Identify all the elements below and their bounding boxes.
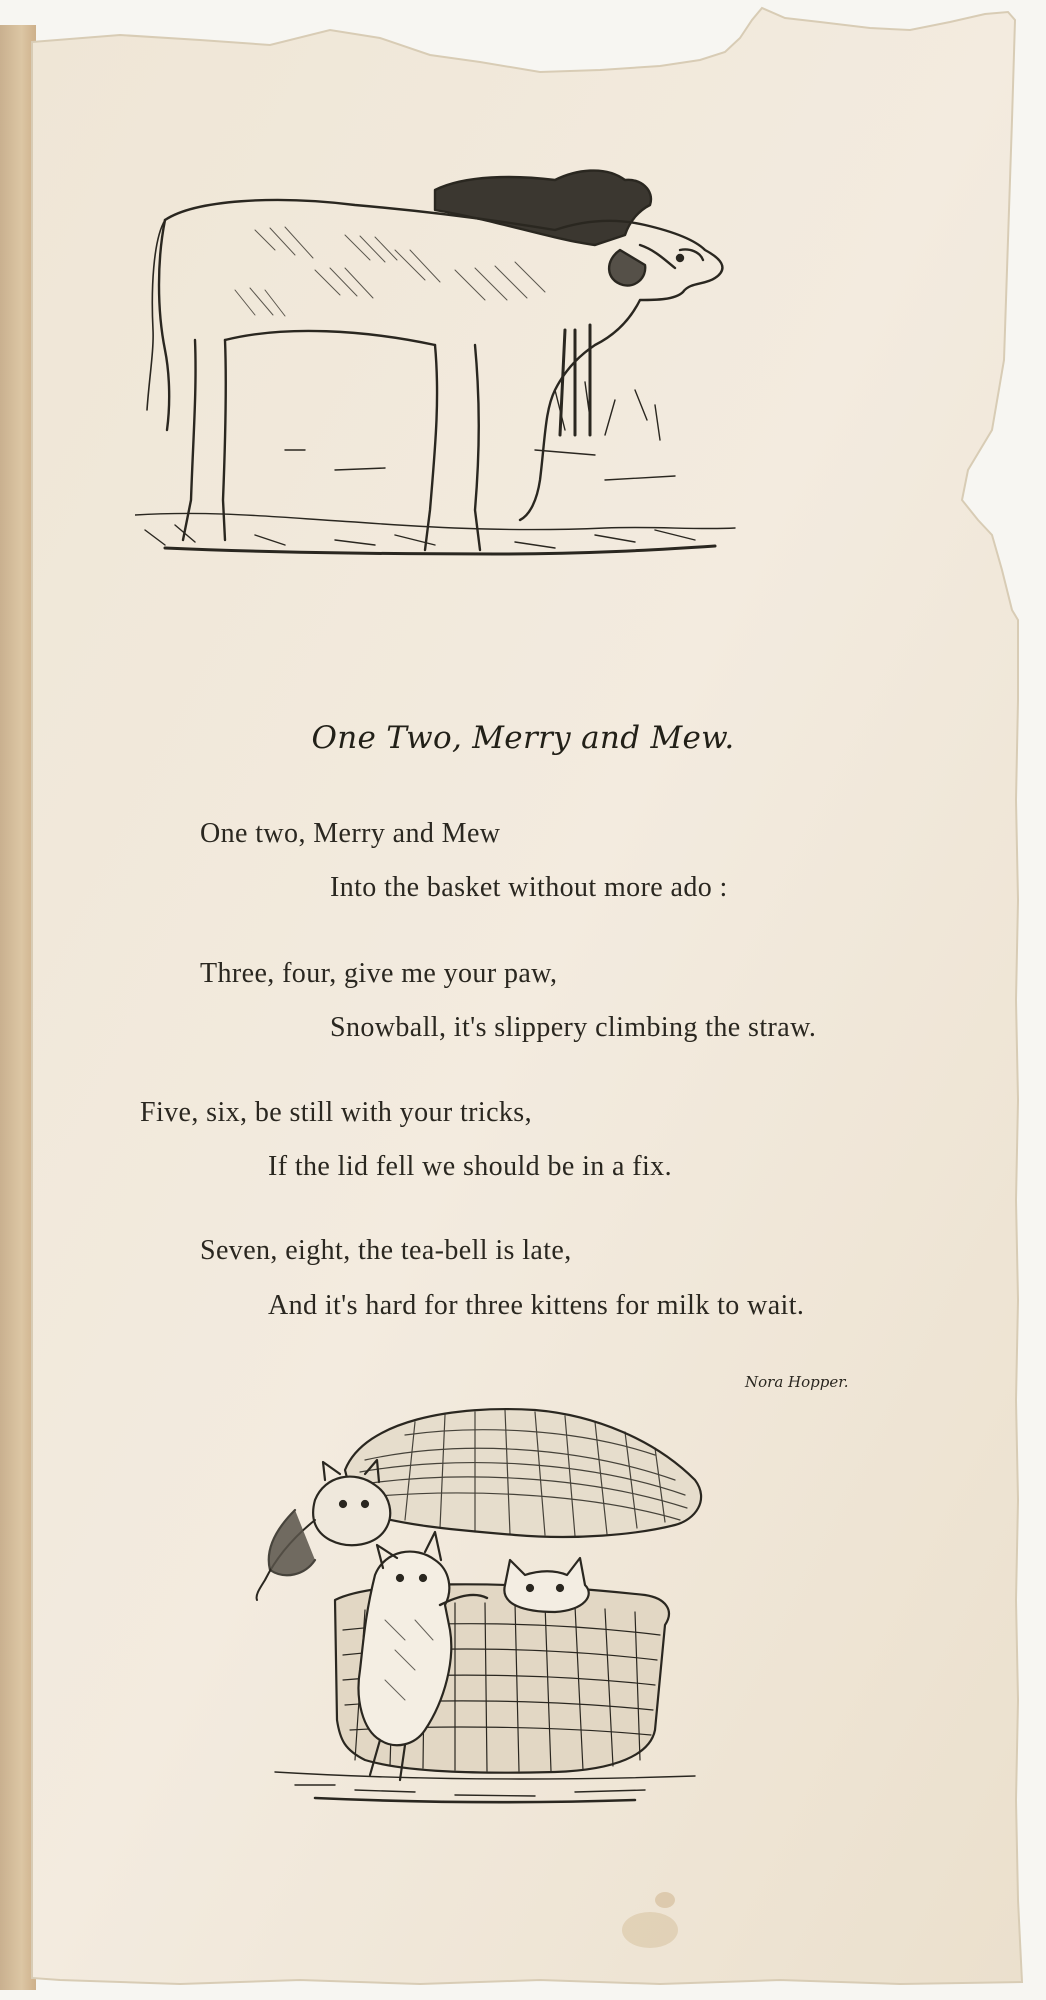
stanza-3-line-2: If the lid fell we should be in a fix. bbox=[268, 1151, 672, 1182]
poem-title: One Two, Merry and Mew. bbox=[311, 720, 735, 756]
stanza-1-line-2: Into the basket without more ado : bbox=[330, 872, 728, 903]
stanza-3-line-1: Five, six, be still with your tricks, bbox=[140, 1097, 533, 1128]
stanza-2-line-1: Three, four, give me your paw, bbox=[200, 958, 558, 989]
stanza-4-line-2: And it's hard for three kittens for milk to wait. bbox=[268, 1290, 805, 1321]
calves-illustration bbox=[135, 150, 750, 650]
poem-author: Nora Hopper. bbox=[745, 1373, 849, 1391]
stanza-1-line-1: One two, Merry and Mew bbox=[200, 818, 501, 849]
kittens-basket-illustration bbox=[255, 1400, 725, 1820]
stanza-2-line-2: Snowball, it's slippery climbing the straw. bbox=[330, 1012, 817, 1043]
stanza-4-line-1: Seven, eight, the tea-bell is late, bbox=[200, 1235, 572, 1266]
